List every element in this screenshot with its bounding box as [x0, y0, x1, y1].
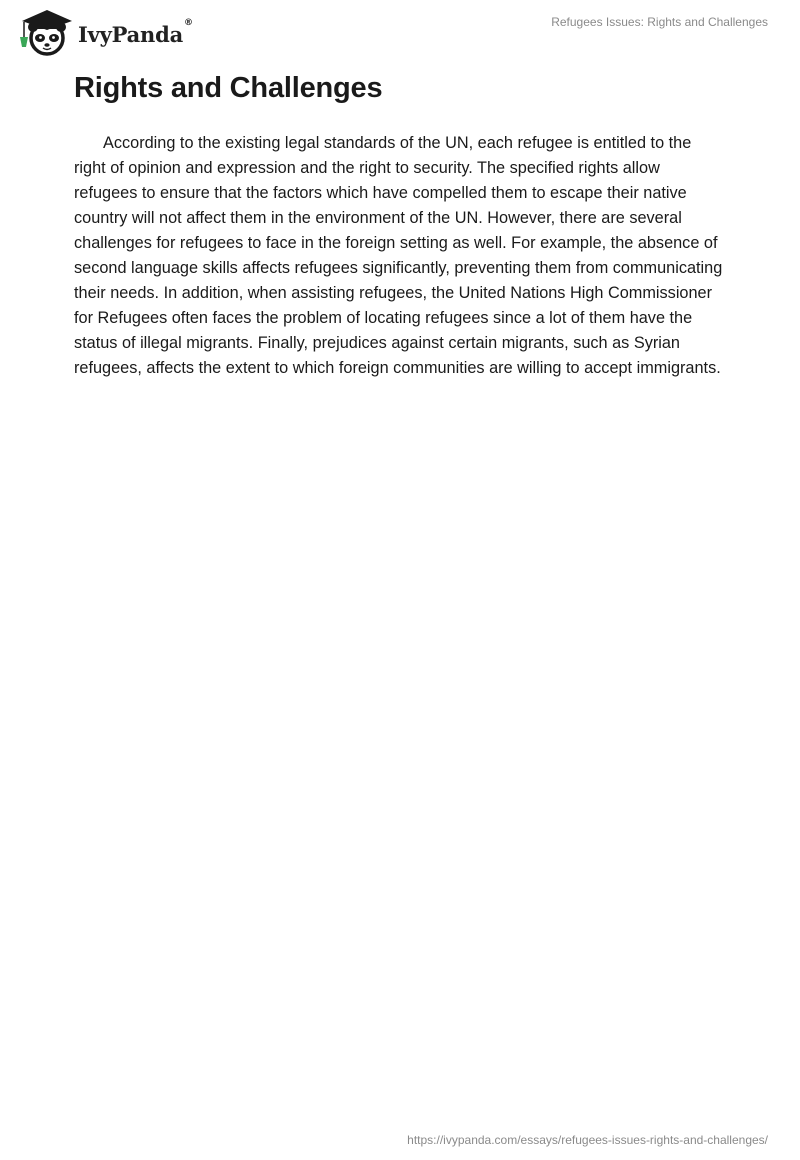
page-header: [0, 0, 800, 64]
page-title: Rights and Challenges: [74, 72, 383, 104]
panda-graduation-cap-icon: [16, 7, 76, 57]
registered-mark: ®: [184, 18, 194, 28]
ivypanda-logo[interactable]: [16, 7, 193, 57]
logo-wordmark: IvyPanda: [78, 21, 184, 47]
running-title: Refugees Issues: Rights and Challenges: [551, 15, 768, 29]
body-paragraph: According to the existing legal standards of the UN, each refugee is entitled to the right of opinion and expression and the right to security. The specified rights allow refugees to ensure that the factors which have compelled them to escape their native country will not affect them in the environment of the UN. However, there are several challenges for refugees to face in the foreign setting as well. For example, the absence of second language skills affects refugees significantly, preventing them from communicating their needs. In addition, when assisting refugees, the United Nations High Commissioner for Refugees often faces the problem of locating refugees since a lot of them have the status of illegal migrants. Finally, prejudices against certain migrants, such as Syrian refugees, affects the extent to which foreign communities are willing to accept immigrants.: [74, 134, 723, 377]
source-url[interactable]: https://ivypanda.com/essays/refugees-issues-rights-and-challenges/: [407, 1133, 768, 1147]
